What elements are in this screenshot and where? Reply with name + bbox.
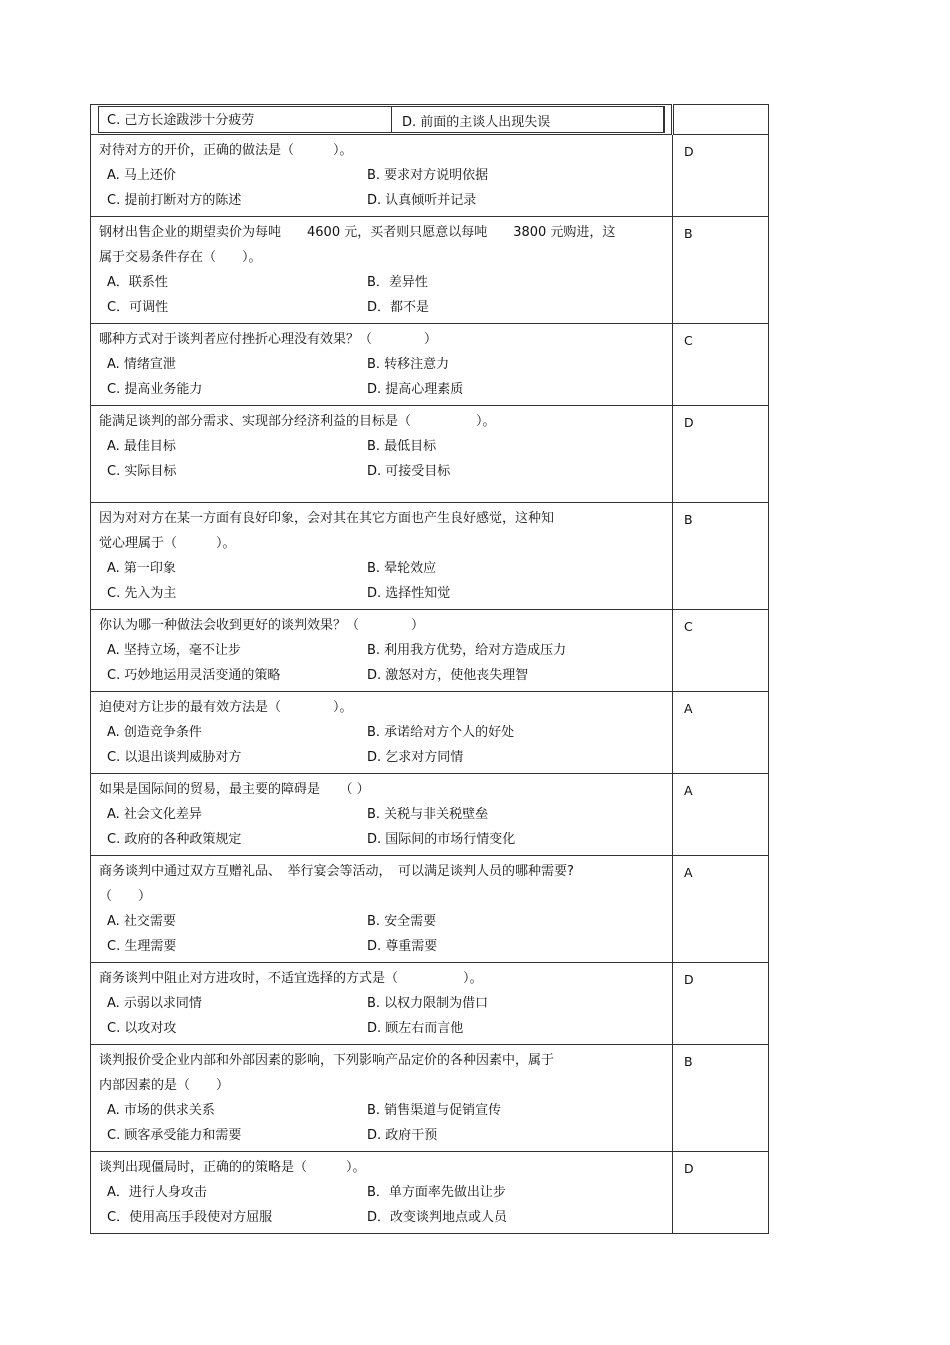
answer-cell: A <box>673 856 769 963</box>
first-row <box>91 105 769 135</box>
option-c: C. 提前打断对方的陈述 <box>107 193 242 208</box>
question-row <box>91 217 769 324</box>
question-options <box>91 720 672 773</box>
question-cell <box>91 135 673 217</box>
question-options <box>91 1180 672 1233</box>
option-a: A. 坚持立场，毫不让步 <box>107 643 241 658</box>
option-a: A. 创造竞争条件 <box>107 725 202 740</box>
answer-cell: C <box>673 324 769 406</box>
option-d: D．改变谈判地点或人员 <box>367 1210 508 1225</box>
question-row <box>91 774 769 856</box>
option-b: B. 关税与非关税壁垒 <box>367 807 489 822</box>
question-row <box>91 503 769 610</box>
question-cell <box>91 692 673 774</box>
option-a: A. 第一印象 <box>107 561 176 576</box>
option-c: C. 实际目标 <box>107 464 177 479</box>
option-d: D. 前面的主谈人出现失误 <box>402 115 551 130</box>
option-a: A．联系性 <box>107 275 168 290</box>
answer-cell: A <box>673 774 769 856</box>
answer-cell: C <box>673 610 769 692</box>
answer-cell: B <box>673 217 769 324</box>
option-c: C. 顾客承受能力和需要 <box>107 1128 242 1143</box>
option-b: B. 转移注意力 <box>367 357 450 372</box>
question-stem-line: 哪种方式对于谈判者应付挫折心理没有效果？（ ） <box>99 332 438 347</box>
option-d: D．都不是 <box>367 300 430 315</box>
option-c: C. 以攻对攻 <box>107 1021 177 1036</box>
option-c: C. 以退出谈判威胁对方 <box>107 750 242 765</box>
option-b: B. 安全需要 <box>367 914 437 929</box>
option-c: C. 生理需要 <box>107 939 177 954</box>
question-cell <box>91 1045 673 1152</box>
question-stem-line: 觉心理属于（ ）。 <box>99 536 236 551</box>
question-stem <box>91 774 672 802</box>
question-options <box>91 638 672 691</box>
option-a: A. 社会文化差异 <box>107 807 202 822</box>
option-b: B. 晕轮效应 <box>367 561 437 576</box>
question-stem-line: 商务谈判中通过双方互赠礼品、 举行宴会等活动， 可以满足谈判人员的哪种需要? <box>99 864 574 879</box>
question-stem <box>91 963 672 991</box>
question-stem <box>91 217 672 270</box>
option-a: A．进行人身攻击 <box>107 1185 207 1200</box>
option-d: D. 认真倾听并记录 <box>367 193 477 208</box>
question-row <box>91 1045 769 1152</box>
question-options <box>91 352 672 405</box>
first-row-inner-table <box>98 106 665 133</box>
question-stem-line: 你认为哪一种做法会收到更好的谈判效果？（ ） <box>99 618 425 633</box>
option-a: A. 社交需要 <box>107 914 176 929</box>
first-row-options-cell <box>91 105 673 135</box>
question-options <box>91 556 672 609</box>
question-options <box>91 270 672 323</box>
option-c: C. 先入为主 <box>107 586 177 601</box>
option-c: C．可调性 <box>107 300 169 315</box>
option-a: A. 马上还价 <box>107 168 176 183</box>
question-row <box>91 324 769 406</box>
option-d: D. 尊重需要 <box>367 939 438 954</box>
option-a: A. 情绪宣泄 <box>107 357 176 372</box>
question-stem-line: 谈判报价受企业内部和外部因素的影响，下列影响产品定价的各种因素中，属于 <box>99 1053 555 1068</box>
question-stem-line: （ ） <box>99 889 152 904</box>
question-stem-line: 能满足谈判的部分需求、实现部分经济利益的目标是（ ）。 <box>99 414 496 429</box>
option-c: C. 提高业务能力 <box>107 382 203 397</box>
question-row <box>91 692 769 774</box>
option-a: A. 示弱以求同情 <box>107 996 202 1011</box>
option-b: B. 利用我方优势，给对方造成压力 <box>367 643 567 658</box>
question-cell <box>91 610 673 692</box>
question-cell <box>91 774 673 856</box>
question-cell <box>91 324 673 406</box>
question-cell <box>91 963 673 1045</box>
question-stem <box>91 406 672 434</box>
question-options <box>91 163 672 216</box>
question-table <box>90 104 769 1234</box>
option-c: C. 政府的各种政策规定 <box>107 832 242 847</box>
question-stem-line: 如果是国际间的贸易，最主要的障碍是 （ ） <box>99 782 370 797</box>
question-stem-line: 属于交易条件存在（ ）。 <box>99 250 262 265</box>
option-d: D. 政府干预 <box>367 1128 438 1143</box>
answer-cell: D <box>673 406 769 503</box>
option-c: C. 巧妙地运用灵活变通的策略 <box>107 668 281 683</box>
question-stem-line: 内部因素的是（ ） <box>99 1078 230 1093</box>
option-d: D. 可接受目标 <box>367 464 451 479</box>
question-cell <box>91 1152 673 1234</box>
question-stem-line: 因为对对方在某一方面有良好印象，会对其在其它方面也产生良好感觉，这种知 <box>99 511 555 526</box>
option-c: C. 己方长途跋涉十分疲劳 <box>99 107 392 132</box>
question-cell <box>91 217 673 324</box>
answer-cell: B <box>673 503 769 610</box>
answer-cell: B <box>673 1045 769 1152</box>
question-stem <box>91 503 672 556</box>
option-b: B．单方面率先做出让步 <box>367 1185 506 1200</box>
question-stem-line: 迫使对方让步的最有效方法是（ ）。 <box>99 700 353 715</box>
option-a: A. 市场的供求关系 <box>107 1103 215 1118</box>
question-stem <box>91 692 672 720</box>
answer-cell: D <box>673 1152 769 1234</box>
question-row <box>91 610 769 692</box>
answer-cell <box>673 105 769 135</box>
option-d: D. 提高心理素质 <box>367 382 464 397</box>
question-stem-line: 商务谈判中阻止对方进攻时，不适宜选择的方式是（ ）。 <box>99 971 483 986</box>
option-d: D. 选择性知觉 <box>367 586 451 601</box>
answer-cell: D <box>673 135 769 217</box>
question-row <box>91 406 769 503</box>
question-stem-line: 钢材出售企业的期望卖价为每吨 4600 元，买者则只愿意以每吨 3800 元购进，这 <box>99 225 616 240</box>
question-row <box>91 856 769 963</box>
question-table-body <box>91 105 769 1234</box>
question-cell <box>91 406 673 503</box>
option-a: A. 最佳目标 <box>107 439 176 454</box>
option-d: D. 顾左右而言他 <box>367 1021 464 1036</box>
question-stem <box>91 856 672 909</box>
question-options <box>91 991 672 1044</box>
option-b: B．差异性 <box>367 275 428 290</box>
question-stem <box>91 610 672 638</box>
question-stem <box>91 135 672 163</box>
question-stem <box>91 324 672 352</box>
question-stem-line: 对待对方的开价，正确的做法是（ ）。 <box>99 143 353 158</box>
option-c: C．使用高压手段使对方屈服 <box>107 1210 273 1225</box>
answer-cell: D <box>673 963 769 1045</box>
question-stem-line: 谈判出现僵局时，正确的的策略是（ ）。 <box>99 1160 366 1175</box>
question-options <box>91 434 672 487</box>
option-b: B. 以权力限制为借口 <box>367 996 489 1011</box>
question-row <box>91 1152 769 1234</box>
option-b: B. 要求对方说明依据 <box>367 168 489 183</box>
question-row <box>91 963 769 1045</box>
answer-cell: A <box>673 692 769 774</box>
question-options <box>91 909 672 962</box>
question-options <box>91 802 672 855</box>
option-d: D. 乞求对方同情 <box>367 750 464 765</box>
question-options <box>91 1098 672 1151</box>
option-b: B. 最低目标 <box>367 439 437 454</box>
question-stem <box>91 1152 672 1180</box>
option-b: B. 承诺给对方个人的好处 <box>367 725 515 740</box>
option-b: B. 销售渠道与促销宣传 <box>367 1103 502 1118</box>
question-row <box>91 135 769 217</box>
option-d: D. 激怒对方，使他丧失理智 <box>367 668 529 683</box>
question-cell <box>91 503 673 610</box>
option-d: D. 国际间的市场行情变化 <box>367 832 516 847</box>
question-cell <box>91 856 673 963</box>
question-stem <box>91 1045 672 1098</box>
